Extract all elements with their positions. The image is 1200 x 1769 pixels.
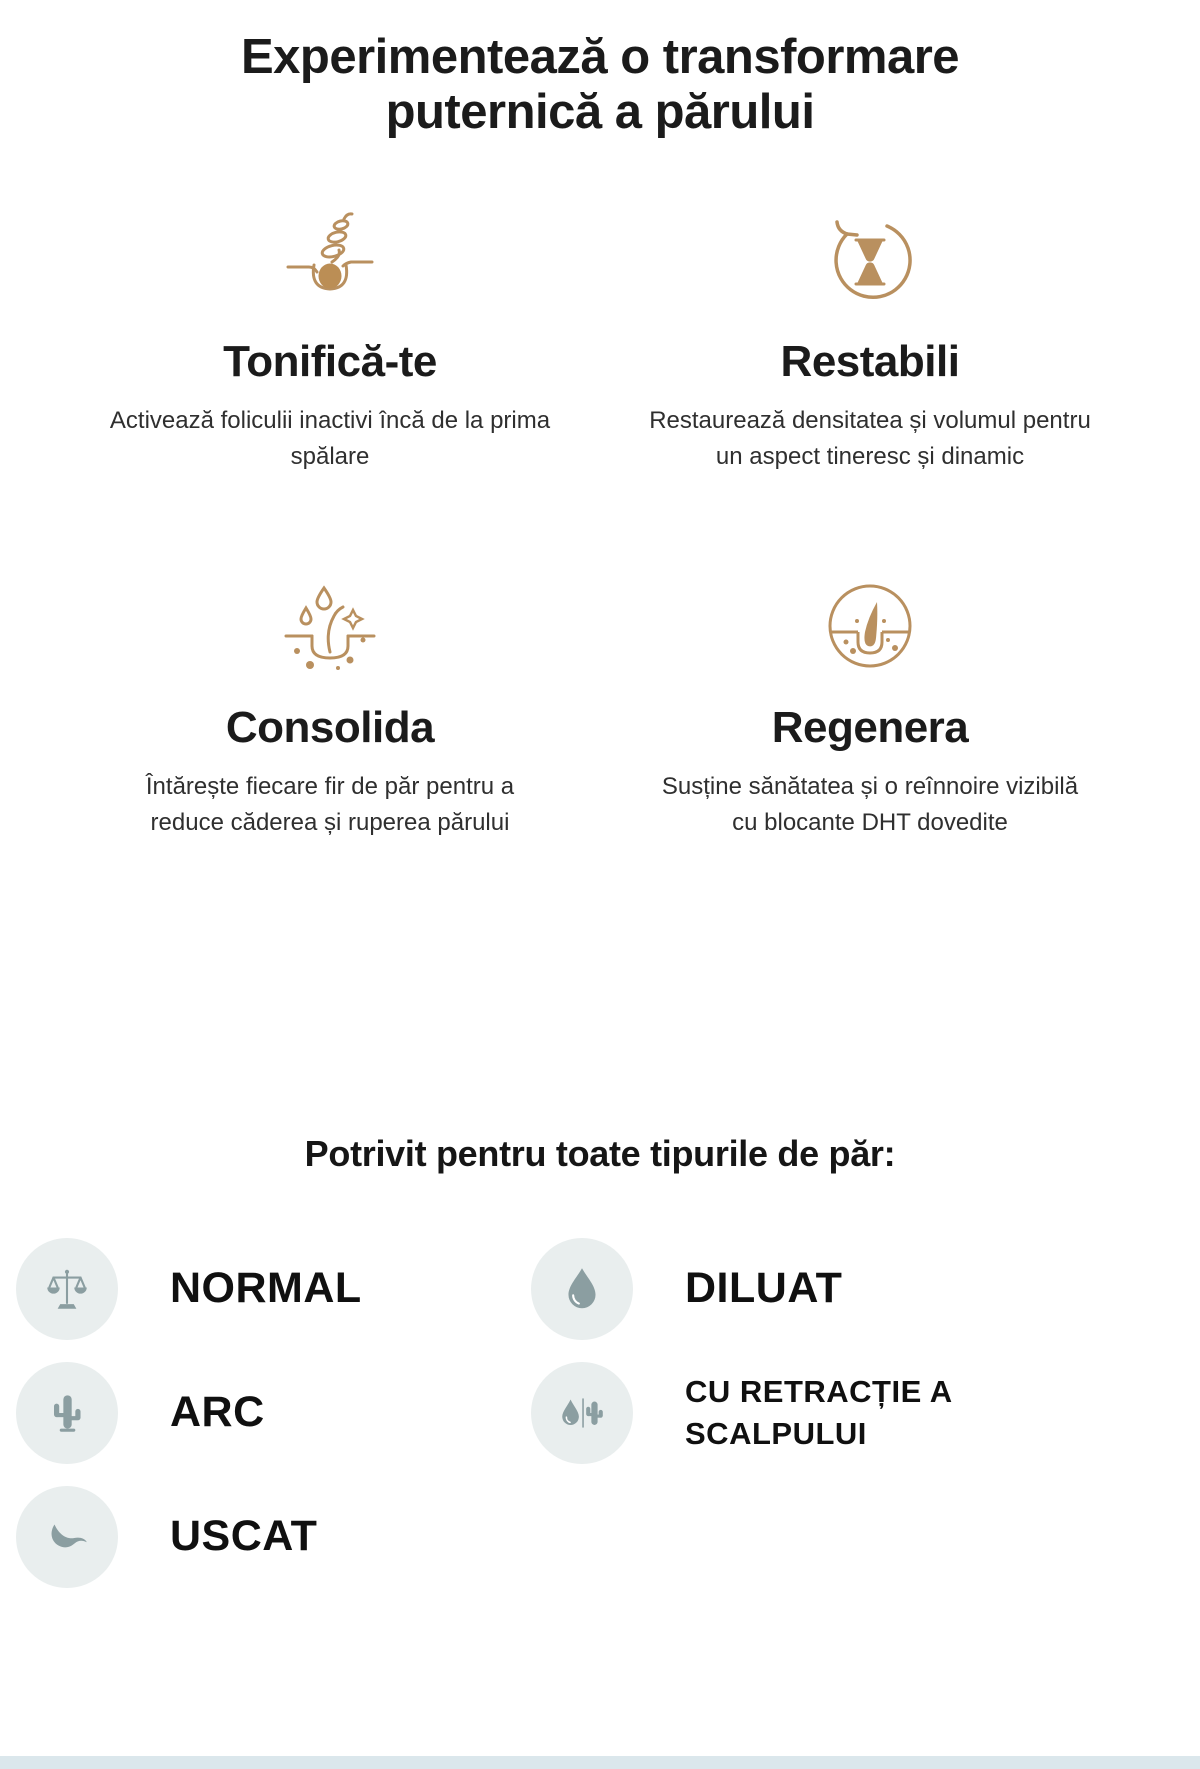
hair-type-uscat [0, 1475, 515, 1599]
drop-and-cactus-icon [531, 1362, 633, 1464]
feature-body: Restaurează densitatea și volumul pentru un aspect tineresc și dinamic [649, 406, 1091, 470]
hair-type-label: CU RETRACȚIE A SCALPULUI [685, 1373, 952, 1451]
hair-type-retractie [515, 1351, 1200, 1475]
feature-body: Susține sănătatea și o reînnoire vizibilă cu blocante DHT dovedite [661, 772, 1079, 836]
feature-heading: Regenera [771, 702, 969, 752]
hair-type-label: USCAT [170, 1512, 318, 1561]
feature-heading: Restabili [780, 336, 960, 386]
feature-tonifica [70, 209, 590, 475]
hair-type-normal [0, 1227, 515, 1351]
feature-regenera [610, 575, 1130, 841]
hourglass-renewal-icon [610, 209, 1130, 311]
page-title: Experimentează o transformare puternică a părului [240, 30, 960, 140]
hair-type-label: NORMAL [170, 1264, 362, 1313]
hair-follicle-icon [70, 209, 590, 311]
balance-scale-icon [16, 1238, 118, 1340]
feature-heading: Tonifică-te [223, 336, 437, 386]
hair-type-label: ARC [170, 1388, 265, 1437]
hair-types-heading: Potrivit pentru toate tipurile de păr: [304, 1132, 896, 1174]
water-drop-icon [531, 1238, 633, 1340]
features-grid [0, 209, 1200, 841]
feature-body: Întărește fiecare fir de păr pentru a reduce căderea și ruperea părului [145, 772, 515, 836]
hair-type-label: DILUAT [685, 1264, 843, 1313]
feature-consolida [70, 575, 590, 841]
cactus-icon [16, 1362, 118, 1464]
scalp-regrowth-icon [610, 575, 1130, 677]
hair-types-grid [0, 1227, 1200, 1599]
dry-leaf-icon [16, 1486, 118, 1588]
hair-type-arc [0, 1351, 515, 1475]
feature-body: Activează foliculii inactivi încă de la prima spălare [109, 406, 551, 470]
bottom-decorative-bar [0, 1756, 1200, 1769]
feature-heading: Consolida [225, 702, 435, 752]
droplets-follicle-icon [70, 575, 590, 677]
feature-restabili [610, 209, 1130, 475]
hair-type-diluat [515, 1227, 1200, 1351]
